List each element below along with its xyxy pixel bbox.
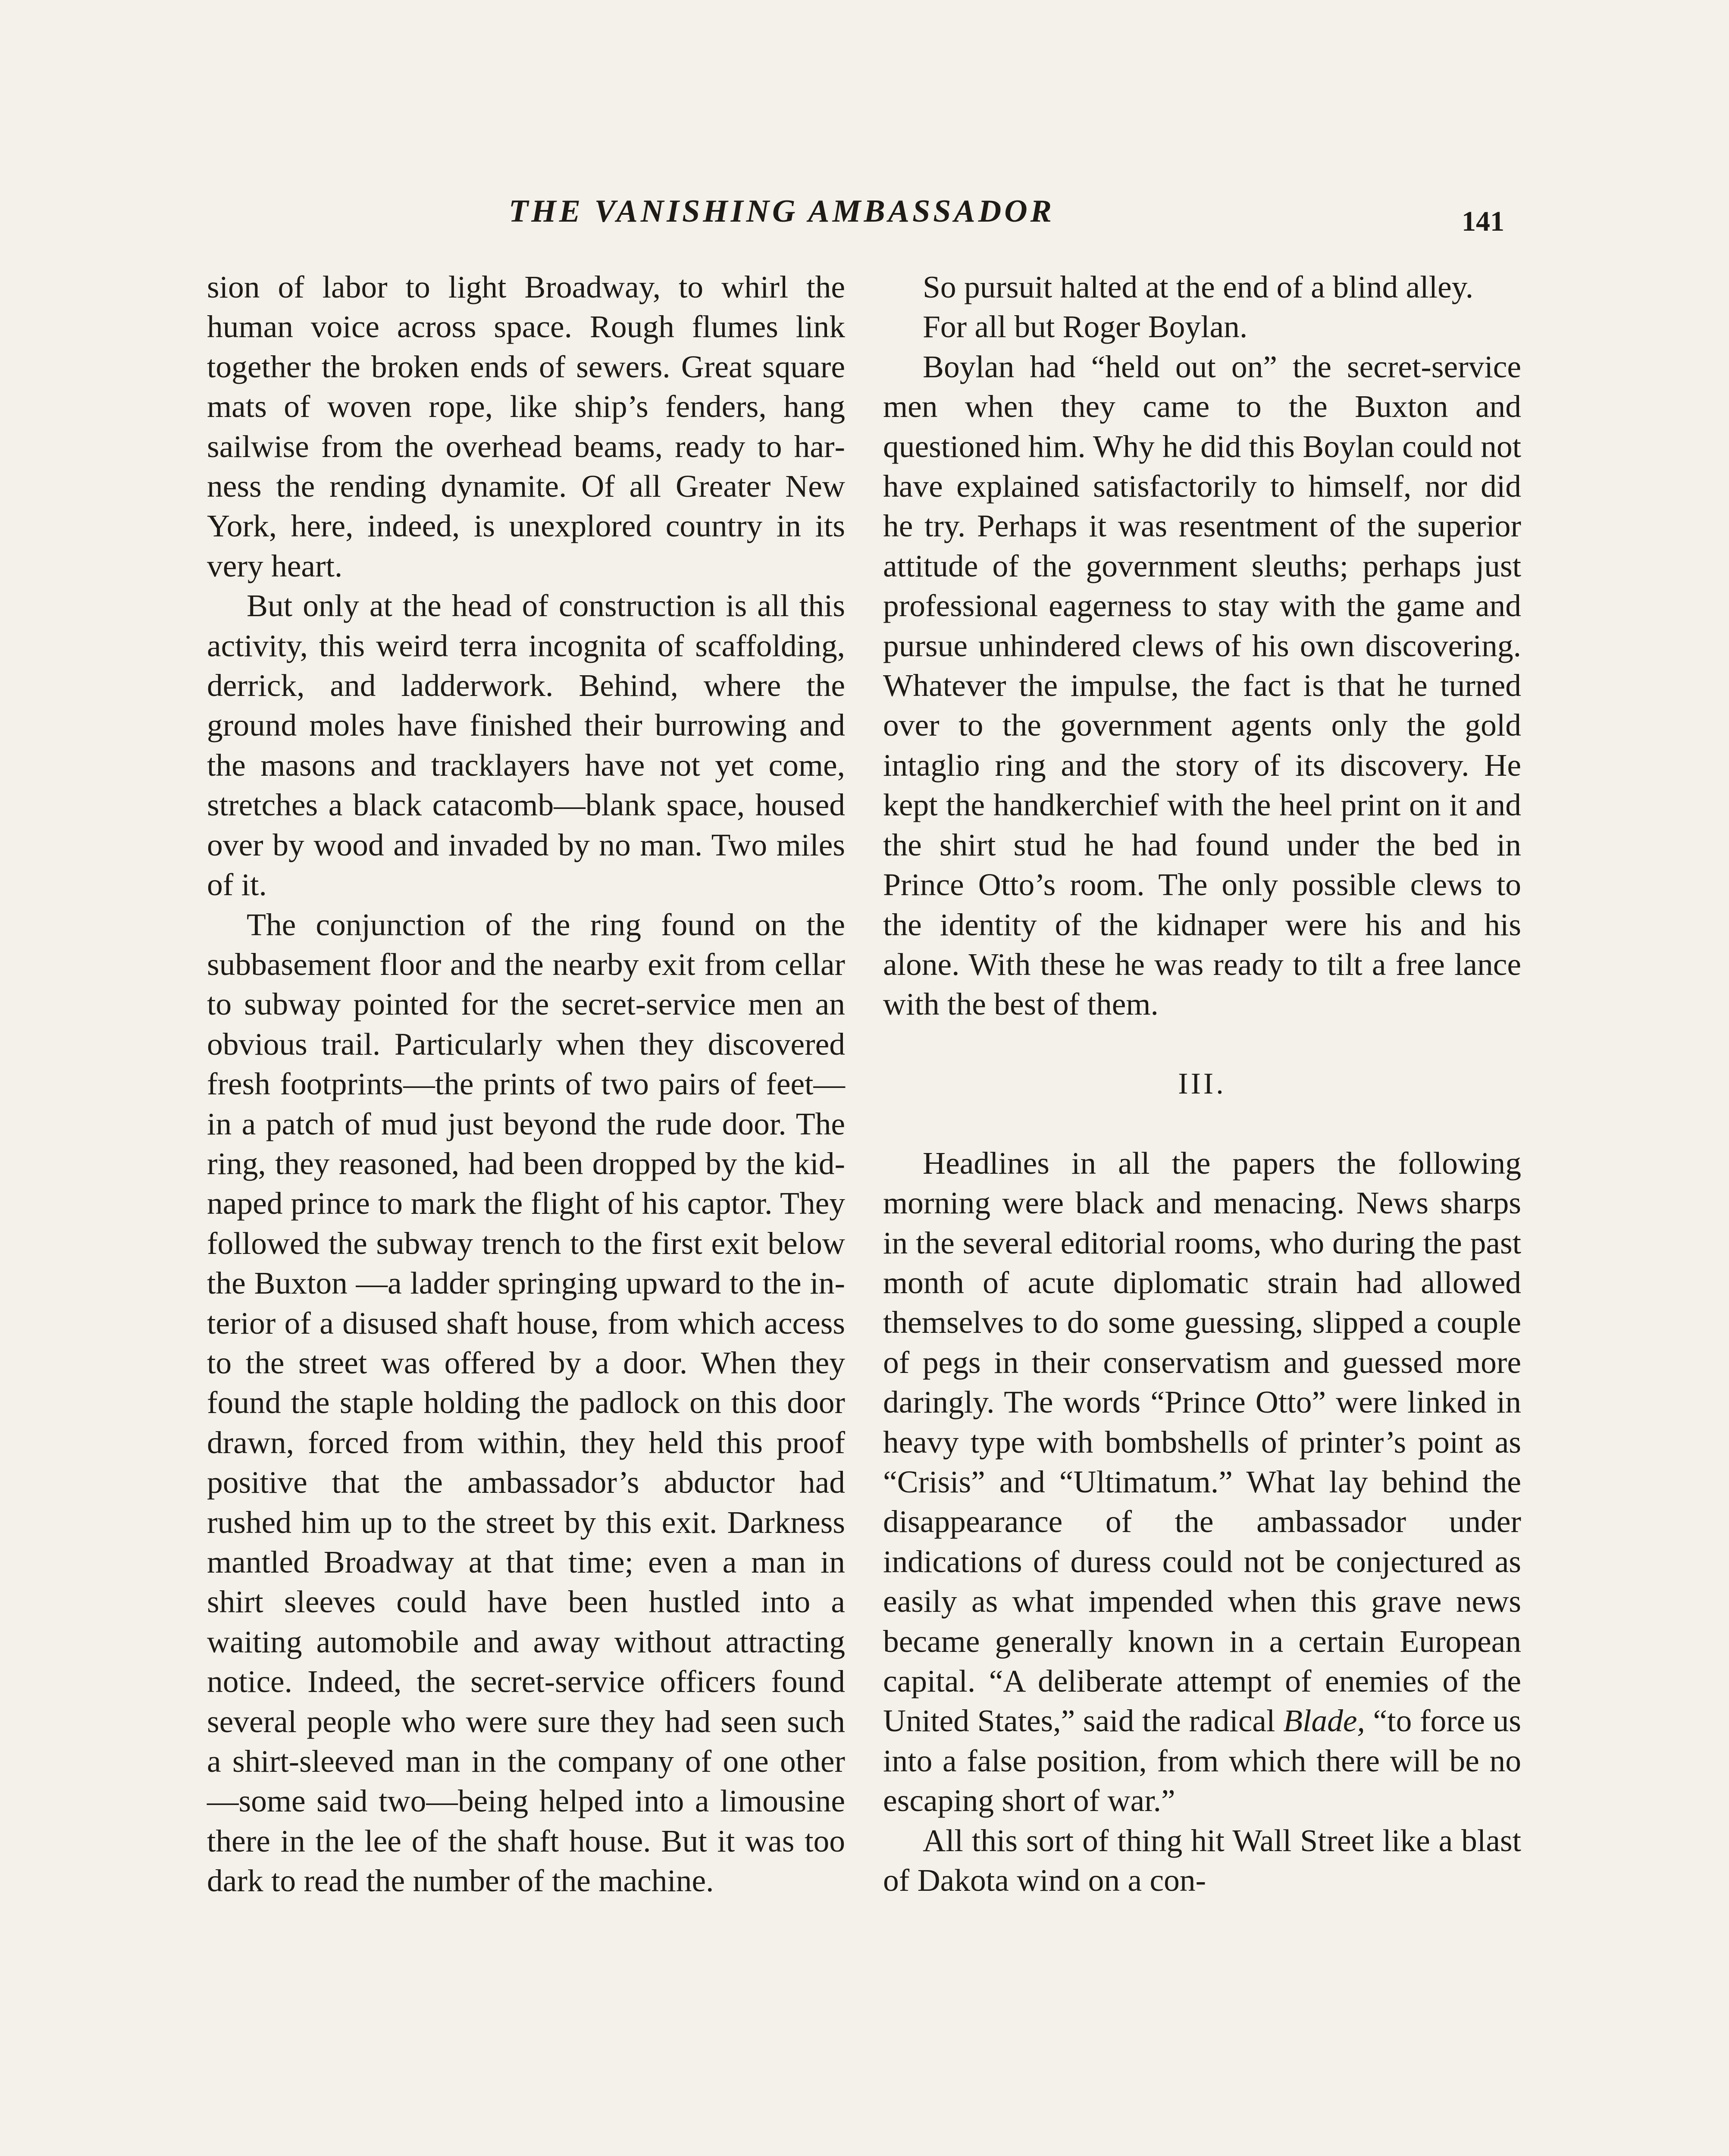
- paragraph: [883, 1144, 1521, 1821]
- paragraph-text: “to force us into a false position, from which there will be no escaping short of war.”: [883, 1703, 1521, 1818]
- left-column: [207, 267, 845, 1901]
- newspaper-name: Blade,: [1283, 1703, 1365, 1739]
- paragraph: For all but Roger Boylan.: [923, 309, 1248, 345]
- paragraph-text: Headlines in all the papers the following morning were black and menacing. News sharps in the several editorial rooms, who during the past month of acute diplomatic strain had allowed themselves to do some guessing, slipped a couple of pegs in their conservatism and guessed more daringly. The words “Prince Otto” were linked in heavy type with bombshells of printer’s point as “Crisis” and “Ultimatum.” What lay behind the disappearance of the ambassador under indications of duress could not be conjectured as easily as what impended when this grave news became generally known in a certain European capital. “A deliberate attempt of enemies of the United States,” said the radical: [883, 1145, 1521, 1739]
- paragraph: All this sort of thing hit Wall Street like a blast of Dakota wind on a con-: [883, 1823, 1521, 1898]
- paragraph: The conjunction of the ring found on the subbasement floor and the nearby exit from cellar to subway pointed for the secret-service men an obvious trail. Particularly when they discovered fresh footprints—the prints of two pairs of feet—in a patch of mud just beyond the rude door. The ring, they reasoned, had been dropped by the kidnaped prince to mark the flight of his captor. They followed the subway trench to the first exit below the Buxton —a ladder springing upward to the interior of a disused shaft house, from which access to the street was offered by a door. When they found the staple holding the padlock on this door drawn, forced from within, they held this proof positive that the ambassador’s abductor had rushed him up to the street by this exit. Darkness mantled Broadway at that time; even a man in shirt sleeves could have been hustled into a waiting automobile and away without attracting notice. Indeed, the secret-service officers found several people who were sure they had seen such a shirt-sleeved man in the company of one other—some said two—being helped into a limousine there in the lee of the shaft house. But it was too dark to read the number of the machine.: [207, 907, 845, 1899]
- right-column: [883, 267, 1521, 1900]
- paragraph: Boylan had “held out on” the secret-service men when they came to the Buxton and questioned him. Why he did this Boylan could not have explained satisfactorily to himself, nor did he try. Perhaps it was resentment of the superior attitude of the government sleuths; perhaps just professional eagerness to stay with the game and pursue unhindered clews of his own discovering. Whatever the impulse, the fact is that he turned over to the government agents only the gold intaglio ring and the story of its discovery. He kept the handkerchief with the heel print on it and the shirt stud he had found under the bed in Prince Otto’s room. The only possible clews to the identity of the kidnaper were his and his alone. With these he was ready to tilt a free lance with the best of them.: [883, 349, 1521, 1022]
- section-heading: III.: [1178, 1067, 1226, 1100]
- paragraph: So pursuit halted at the end of a blind alley.: [923, 270, 1474, 304]
- running-title: THE VANISHING AMBASSADOR: [509, 194, 1055, 229]
- paragraph: But only at the head of construction is all this activity, this weird terra incognita of scaffolding, derrick, and ladderwork. Behind, where the ground moles have finished their burrowing and the masons and tracklayers have not yet come, stretches a black catacomb—blank space, housed over by wood and invaded by no man. Two miles of it.: [207, 588, 845, 903]
- page-number: 141: [1462, 206, 1504, 237]
- paragraph: sion of labor to light Broadway, to whirl the human voice across space. Rough flumes link together the broken ends of sewers. Great square mats of woven rope, like ship’s fenders, hang sailwise from the overhead beams, ready to harness the rending dynamite. Of all Greater New York, here, indeed, is unexplored country in its very heart.: [207, 270, 845, 583]
